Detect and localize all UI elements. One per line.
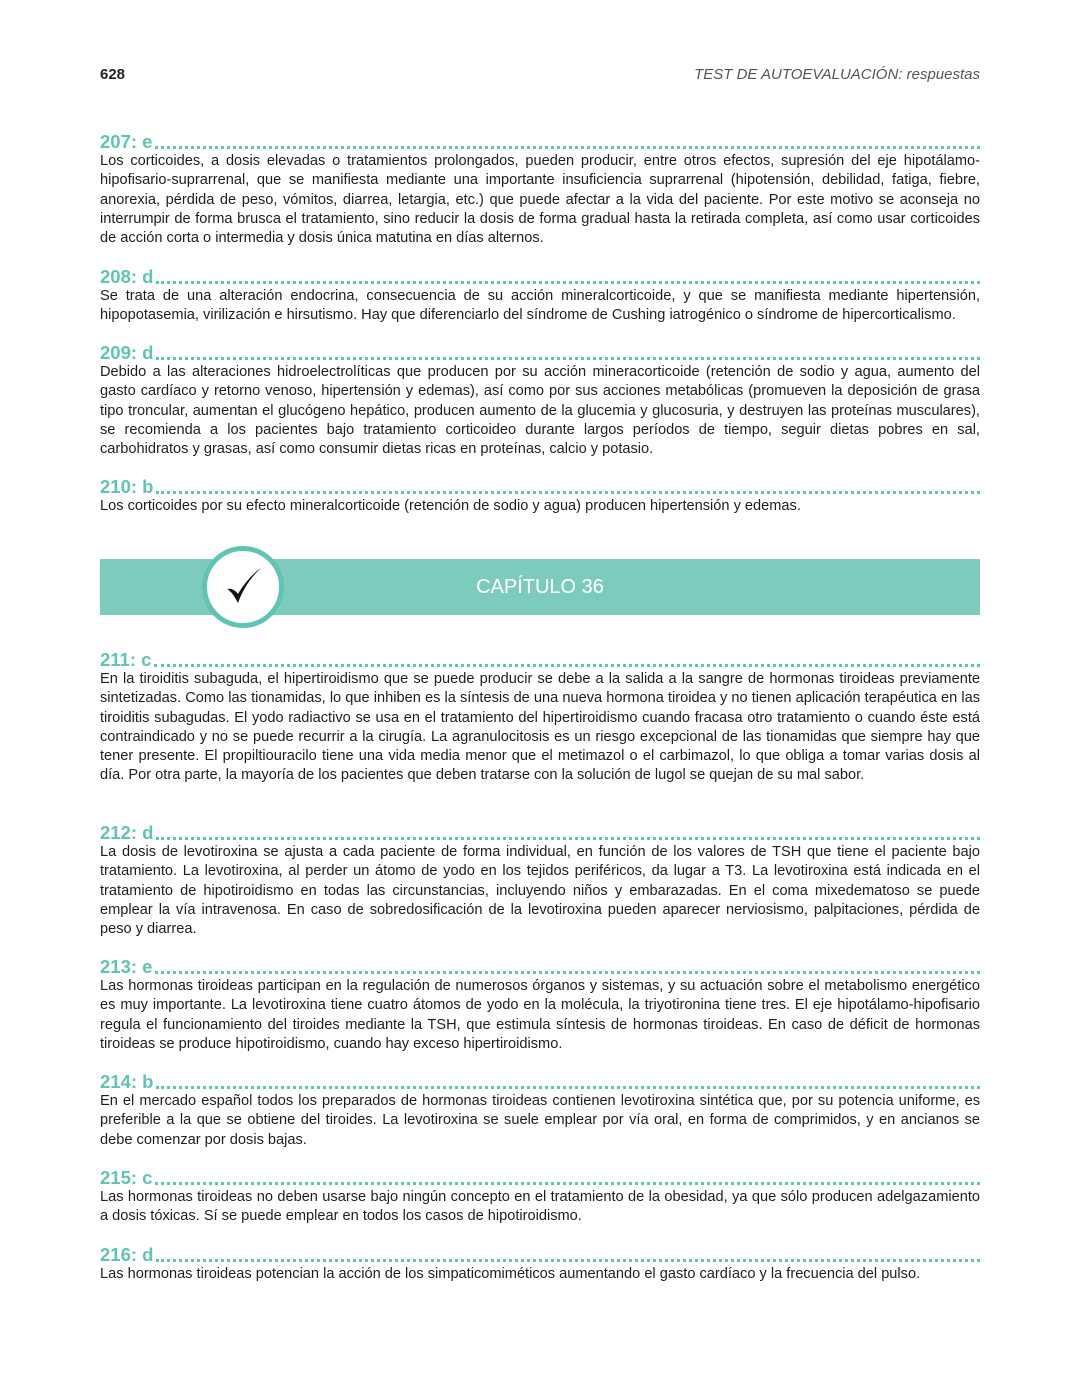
answer-216 (100, 1243, 980, 1284)
page-header (100, 66, 980, 90)
answer-text: Los corticoides por su efecto mineralcorticoide (retención de sodio y agua) producen hipertensión y edemas. (100, 498, 801, 514)
answer-label: 209: d (100, 342, 154, 363)
answer-text: En el mercado español todos los preparados de hormonas tiroideas contienen levotiroxina sintética que, por su potencia uniforme, es preferible a la que se obtiene del tiroides. La levotiroxina se suele emplear por vía oral, en forma de comprimidos, y en ancianos se debe comenzar por dosis bajas. (100, 1093, 980, 1148)
answer-209 (100, 341, 980, 459)
page-number: 628 (100, 66, 126, 83)
answer-label-row (100, 1243, 980, 1265)
answer-label-row (100, 265, 980, 287)
answer-label: 207: e (100, 131, 153, 152)
dotted-leader (156, 1255, 980, 1262)
answer-label-row (100, 648, 980, 670)
answer-208 (100, 265, 980, 326)
answer-text: La dosis de levotiroxina se ajusta a cada paciente de forma individual, en función de los valores de TSH que tiene el paciente bajo tratamiento. La levotiroxina, al perder un átomo de yodo en los tejidos periféricos, da lugar a T3. La levotiroxina está indicada en el tratamiento de hipotiroidismo en todas las circunstancias, incluyendo niños y embarazadas. En el coma mixedematoso se puede emplear la vía intravenosa. En caso de sobredosificación de la levotiroxina pueden aparecer nerviosismo, palpitaciones, pérdida de peso y diarrea. (100, 844, 980, 938)
chapter-title: CAPÍTULO 36 (476, 576, 604, 598)
answer-text: Debido a las alteraciones hidroelectrolíticas que producen por su acción mineracorticoide (retención de sodio y agua, aumento del gasto cardíaco y retorno venoso, hipertensión y edemas), así como por sus acciones metabólicas (promueven la deposición de grasa tipo troncular, aumentan el glucógeno hepático, producen aumento de la glucemia y glucosuria, y destruyen las proteínas musculares), se recomienda a los pacientes bajo tratamiento corticoideo durante largos períodos de tiempo, seguir dietas pobres en sal, carbohidratos y grasas, así como consumir dietas ricas en proteínas, calcio y potasio. (100, 364, 980, 458)
answer-212 (100, 821, 980, 939)
dotted-leader (155, 142, 980, 149)
answer-label-row (100, 341, 980, 363)
answer-label: 212: d (100, 822, 154, 843)
answer-210 (100, 475, 980, 516)
answer-213 (100, 955, 980, 1054)
dotted-leader (156, 353, 980, 360)
answer-label: 208: d (100, 266, 154, 287)
dotted-leader (155, 1178, 980, 1185)
running-head (694, 66, 980, 83)
answer-text: Los corticoides, a dosis elevadas o tratamientos prolongados, pueden producir, entre otros efectos, supresión del eje hipotálamo-hipofisario-suprarrenal, que se manifiesta mediante una importante insuficiencia suprarrenal (hipotensión, debilidad, fatiga, fiebre, anorexia, pérdida de peso, vómitos, diarrea, letargia, etc.) que puede afectar a la vida del paciente. Por este motivo se aconseja no interrumpir de forma brusca el tratamiento, sino reducir la dosis de forma gradual hasta la retirada completa, así como usar corticoides de acción corta o intermedia y dosis única matutina en días alternos. (100, 153, 980, 247)
answer-text: Las hormonas tiroideas potencian la acción de los simpaticomiméticos aumentando el gasto cardíaco y la frecuencia del pulso. (100, 1266, 921, 1282)
answer-label: 210: b (100, 476, 154, 497)
answer-label-row (100, 1070, 980, 1092)
answer-label-row (100, 475, 980, 497)
answer-text: Se trata de una alteración endocrina, consecuencia de su acción mineralcorticoide, y que se manifiesta mediante hipertensión, hipopotasemia, virilización e hirsutismo. Hay que diferenciarlo del síndrome de Cushing iatrogénico o síndrome de hipercorticalismo. (100, 288, 980, 324)
answer-text: En la tiroiditis subaguda, el hipertiroidismo que se puede producir se debe a la salida a la sangre de hormonas tiroideas previamente sintetizadas. Como las tionamidas, lo que inhiben es la síntesis de una nueva hormona tiroidea y no tienen aplicación terapéutica en las tiroiditis subagudas. El yodo radiactivo se usa en el tratamiento del hipertiroidismo cuando fracasa otro tratamiento o cuando éste está contraindicado y no se puede recurrir a la cirugía. La agranulocitosis es un riesgo excepcional de las tionamidas que siempre hay que tener presente. El propiltiouracilo tiene una vida media menor que el metimazol o el carbimazol, lo que obliga a tomar varias dosis al día. Por otra parte, la mayoría de los pacientes que deben tratarse con la solución de lugol se quejan de su mal sabor. (100, 671, 980, 784)
checkmark-icon (219, 563, 267, 611)
dotted-leader (154, 660, 980, 667)
answer-label: 214: b (100, 1071, 154, 1092)
answer-207 (100, 130, 980, 248)
answer-text: Las hormonas tiroideas participan en la regulación de numerosos órganos y sistemas, y su actuación sobre el metabolismo energético es muy importante. La levotiroxina tiene cuatro átomos de yodo en la molécula, la triyotironina tiene tres. El eje hipotálamo-hipofisario regula el funcionamiento del tiroides mediante la TSH, que estimula síntesis de hormonas tiroideas. En caso de déficit de hormonas tiroideas se produce hipotiroidismo, cuando hay exceso hipertiroidismo. (100, 978, 980, 1052)
dotted-leader (156, 1082, 980, 1089)
running-head-italic: TEST DE AUTOEVALUACIÓN: (694, 66, 903, 83)
answer-label-row (100, 821, 980, 843)
answer-label: 213: e (100, 956, 153, 977)
answer-label: 216: d (100, 1244, 154, 1265)
dotted-leader (156, 833, 980, 840)
answer-215 (100, 1166, 980, 1227)
answer-label-row (100, 955, 980, 977)
answer-211 (100, 648, 980, 786)
answer-text: Las hormonas tiroideas no deben usarse bajo ningún concepto en el tratamiento de la obesidad, ya que sólo producen adelgazamiento a dosis tóxicas. Sí se puede emplear en todos los casos de hipotiroidismo. (100, 1189, 980, 1225)
dotted-leader (156, 487, 980, 494)
answer-label: 211: c (100, 649, 152, 670)
running-head-rest: respuestas (902, 66, 980, 83)
answer-label-row (100, 1166, 980, 1188)
answer-label: 215: c (100, 1167, 153, 1188)
dotted-leader (155, 967, 980, 974)
checkmark-badge (202, 546, 284, 628)
answer-214 (100, 1070, 980, 1150)
answer-label-row (100, 130, 980, 152)
dotted-leader (156, 277, 980, 284)
